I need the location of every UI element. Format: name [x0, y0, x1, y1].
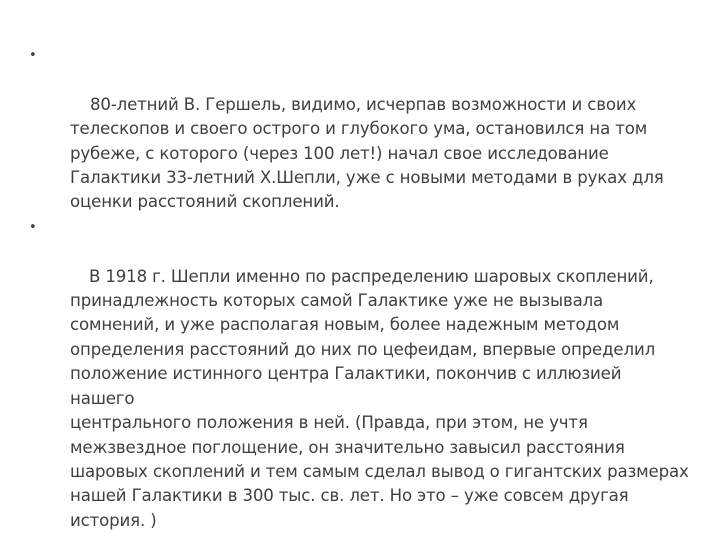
bullet-list — [29, 44, 689, 534]
bullet-dot-icon: • — [29, 48, 37, 63]
bullet-dot-icon: • — [29, 219, 37, 235]
bullet-text: В 1918 г. Шепли именно по распределению шаровых скоплений, принадлежность которых самой Галактике уже не вызывала сомнений, и уже располагая новым, более надежным методом определения расстояний до них по цефеидам, впервые определил положение истинного центра Галактики, покончив с иллюзией нашего центрального положения в ней. (Правда, при этом, не учтя межзвездное поглощение, он значительно завысил расстояния шаровых скоплений и тем самым сделал вывод о гигантских размерах нашей Галактики в 300 тыс. св. лет. Но это – уже совсем другая история. ) — [70, 266, 689, 530]
bullet-item-herschel — [29, 44, 689, 215]
bullet-text: 80-летний В. Гершель, видимо, исчерпав возможности и своих телескопов и своего острого и глубокого ума, остановился на том рубеже, с которого (через 100 лет!) начал свое исследование Галактики 33-летний Х.Шепли, уже с новыми методами в руках для оценки расстояний скоплений. — [70, 94, 664, 212]
bullet-item-shapley — [29, 216, 689, 533]
